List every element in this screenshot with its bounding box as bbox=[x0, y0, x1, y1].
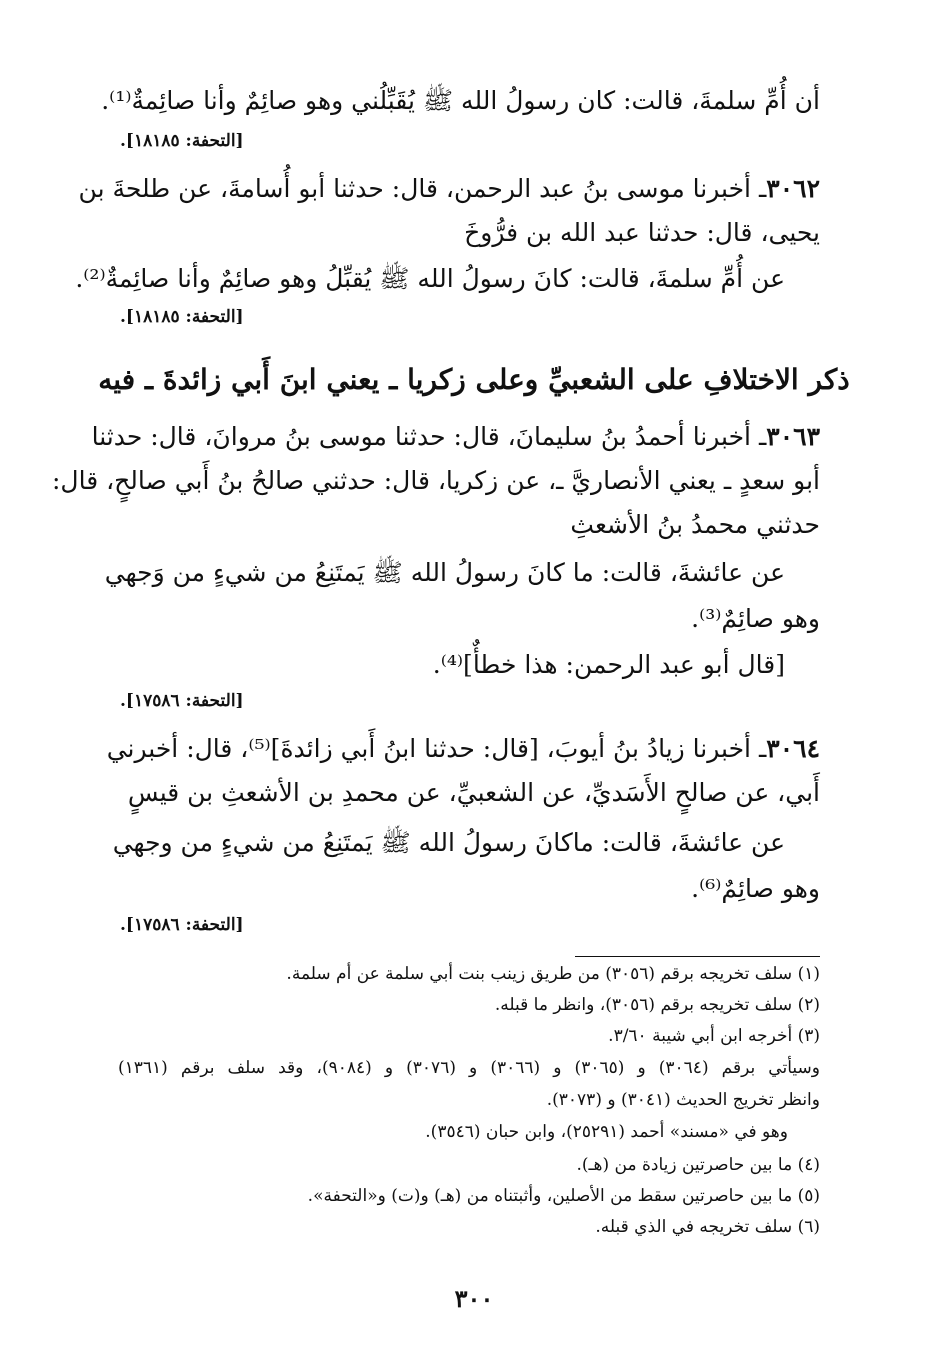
footnote-1: (١) سلف تخريجه برقم (٣٠٥٦) من طريق زينب بنت أبي سلمة عن أم سلمة. bbox=[286, 964, 820, 984]
hadith-3061-text-end: أن أُمِّ سلمةَ، قالت: كان رسولُ الله ﷺ يُقَبِّلُني وهو صائِمٌ وأنا صائِمةٌ⁽¹⁾. bbox=[101, 86, 820, 115]
tuhfa-reference: [التحفة: ١٨١٨٥]. bbox=[120, 131, 244, 151]
author-comment: [قال أبو عبد الرحمن: هذا خطأٌ]⁽⁴⁾. bbox=[432, 650, 785, 679]
footnote-5: (٥) ما بين حاصرتين سقط من الأصلين، وأثبتناه من (هـ) و(ت) و«التحفة». bbox=[307, 1186, 820, 1206]
footnote-6: (٦) سلف تخريجه في الذي قبله. bbox=[595, 1217, 820, 1237]
hadith-3064-isnad-line-2: أَبي، عن صالحٍ الأَسَديِّ، عن الشعبيِّ، عن محمدِ بن الأشعثِ بن قيسٍ bbox=[127, 778, 820, 807]
hadith-number: ٣٠٦٤ bbox=[766, 734, 820, 763]
hadith-3062-matn: عن أُمِّ سلمةَ، قالت: كانَ رسولُ الله ﷺ يُقبِّلُ وهو صائِمٌ وأنا صائِمةٌ⁽²⁾. bbox=[75, 264, 785, 293]
hadith-3064-isnad-line-1: ٣٠٦٤ـ أخبرنا زيادُ بنُ أيوبَ، [قال: حدثنا ابنُ أَبي زائدةَ]⁽⁵⁾، قال: أخبرني bbox=[106, 734, 820, 763]
section-heading: ذكر الاختلافِ على الشعبيِّ وعلى زكريا ـ يعني ابنَ أَبي زائدةَ ـ فيه bbox=[98, 363, 850, 396]
footnote-2: (٢) سلف تخريجه برقم (٣٠٥٦)، وانظر ما قبله. bbox=[494, 995, 820, 1015]
tuhfa-reference: [التحفة: ١٨١٨٥]. bbox=[120, 307, 244, 327]
footnote-4: (٤) ما بين حاصرتين زيادة من (هـ). bbox=[576, 1155, 820, 1175]
footnote-3-cont-1: وسيأتي برقم (٣٠٦٤) و (٣٠٦٥) و (٣٠٦٦) و (٣٠٧٦) و (٩٠٨٤)، وقد سلف برقم (١٣٦١) bbox=[118, 1058, 820, 1078]
tuhfa-reference: [التحفة: ١٧٥٨٦]. bbox=[120, 915, 244, 935]
tuhfa-reference: [التحفة: ١٧٥٨٦]. bbox=[120, 691, 244, 711]
hadith-3063-isnad-line-3: حدثني محمدُ بنُ الأشعثِ bbox=[570, 510, 820, 539]
hadith-3063-isnad-line-2: أبو سعدٍ ـ يعني الأنصاريَّ ـ، عن زكريا، قال: حدثني صالحُ بنُ أَبي صالحٍ، قال: bbox=[51, 466, 820, 495]
hadith-number: ٣٠٦٣ bbox=[766, 422, 820, 451]
footnote-3: (٣) أخرجه ابن أبي شيبة ٣/٦٠. bbox=[608, 1026, 820, 1046]
hadith-3063-matn-line-2: وهو صائِمٌ⁽³⁾. bbox=[691, 604, 820, 633]
hadith-3064-matn-line-2: وهو صائِمٌ⁽⁶⁾. bbox=[691, 874, 820, 903]
hadith-3062-isnad-line-2: يحيى، قال: حدثنا عبد الله بن فرُّوخَ bbox=[464, 218, 820, 247]
page-number: ٣٠٠ bbox=[454, 1284, 494, 1313]
hadith-number: ٣٠٦٢ bbox=[766, 174, 820, 203]
footnote-3-cont-3: وهو في «مسند» أحمد (٢٥٢٩١)، وابن حبان (٣٥٤٦). bbox=[425, 1122, 788, 1142]
footnote-divider bbox=[575, 956, 820, 957]
hadith-3063-matn-line-1: عن عائشةَ، قالت: ما كانَ رسولُ الله ﷺ يَمتَنِعُ من شيءٍ من وَجهي bbox=[104, 558, 785, 587]
footnote-3-cont-2: وانظر تخريج الحديث (٣٠٤١) و (٣٠٧٣). bbox=[546, 1090, 820, 1110]
hadith-3064-matn-line-1: عن عائشةَ، قالت: ماكانَ رسولُ الله ﷺ يَمتَنِعُ من شيءٍ من وجهي bbox=[112, 828, 785, 857]
hadith-3062-isnad-line-1: ٣٠٦٢ـ أخبرنا موسى بنُ عبد الرحمن، قال: حدثنا أبو أُسامةَ، عن طلحةَ بن bbox=[78, 174, 820, 203]
hadith-3063-isnad-line-1: ٣٠٦٣ـ أخبرنا أحمدُ بنُ سليمانَ، قال: حدثنا موسى بنُ مروانَ، قال: حدثنا bbox=[91, 422, 820, 451]
